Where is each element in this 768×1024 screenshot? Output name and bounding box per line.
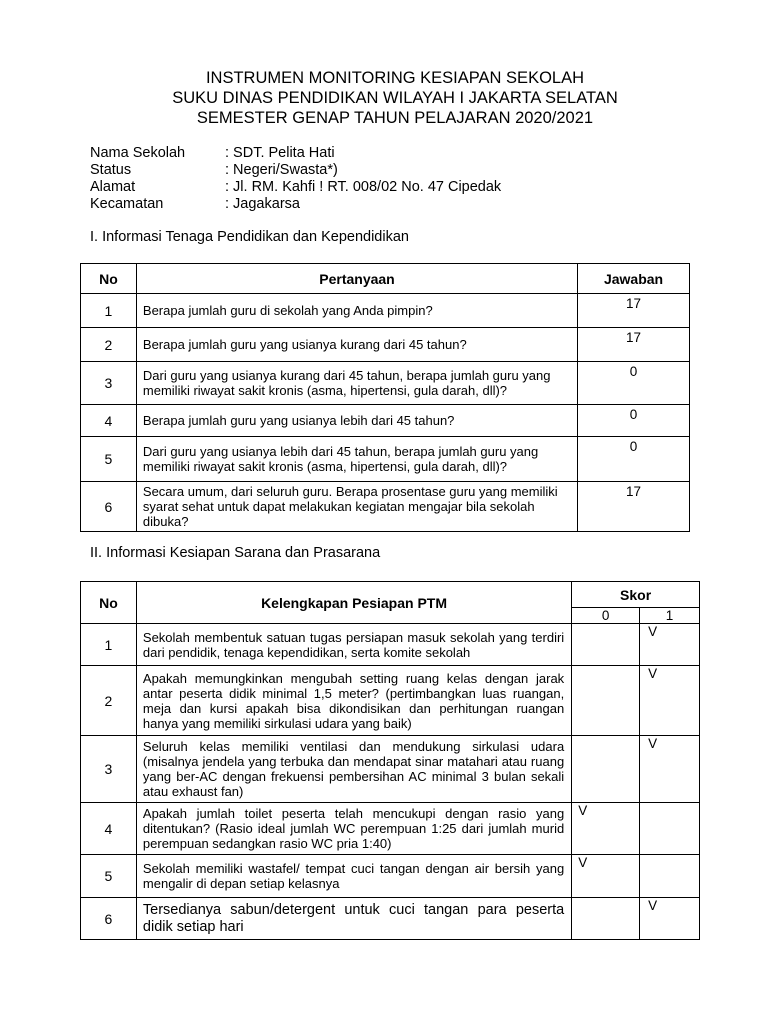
question-text: Dari guru yang usianya kurang dari 45 tahun, berapa jumlah guru yang memiliki riwayat sakit kronis (asma, hipertensi, gula darah, dll)? bbox=[136, 362, 577, 405]
table-row bbox=[81, 405, 690, 437]
row-number: 6 bbox=[81, 898, 137, 940]
table-row bbox=[81, 437, 690, 482]
column-header-score: Skor bbox=[572, 582, 700, 608]
teacher-info-table bbox=[80, 263, 690, 532]
item-text: Seluruh kelas memiliki ventilasi dan mendukung sirkulasi udara (misalnya jendela yang terbuka dan mendapat sinar matahari atau ruang yang ber-AC dengan frekuensi pembersihan AC minimal 3 bulan sekali atau exhaust fan) bbox=[136, 736, 571, 803]
row-number: 3 bbox=[81, 736, 137, 803]
table-row bbox=[81, 294, 690, 328]
address-value: : Jl. RM. Kahfi ! RT. 008/02 No. 47 Cipedak bbox=[225, 179, 502, 195]
question-text: Berapa jumlah guru yang usianya lebih dari 45 tahun? bbox=[136, 405, 577, 437]
score-0-mark bbox=[572, 898, 640, 940]
score-0-header: 0 bbox=[572, 608, 640, 624]
item-text: Apakah jumlah toilet peserta telah mencukupi dengan rasio yang ditentukan? (Rasio ideal jumlah WC perempuan 1:25 dari jumlah murid perempuan sedangkan rasio WC pria 1:40) bbox=[136, 803, 571, 855]
question-text: Secara umum, dari seluruh guru. Berapa prosentase guru yang memiliki syarat sehat untuk dapat melakukan kegiatan mengajar bila sekolah dibuka? bbox=[136, 482, 577, 532]
row-number: 6 bbox=[81, 482, 137, 532]
section-2-title: II. Informasi Kesiapan Sarana dan Prasarana bbox=[90, 545, 381, 561]
column-header-no: No bbox=[81, 264, 137, 294]
table-row bbox=[81, 803, 700, 855]
item-text: Sekolah memiliki wastafel/ tempat cuci tangan dengan air bersih yang mengalir di depan setiap kelasnya bbox=[136, 855, 571, 898]
facility-readiness-table bbox=[80, 581, 700, 940]
score-0-mark: V bbox=[572, 803, 640, 855]
column-header-item: Kelengkapan Pesiapan PTM bbox=[136, 582, 571, 624]
table-row bbox=[81, 362, 690, 405]
table-row bbox=[81, 666, 700, 736]
score-0-mark bbox=[572, 666, 640, 736]
table-row bbox=[81, 898, 700, 940]
table-row bbox=[81, 482, 690, 532]
title-line-1: INSTRUMEN MONITORING KESIAPAN SEKOLAH bbox=[205, 69, 585, 87]
row-number: 1 bbox=[81, 624, 137, 666]
school-name-value: : SDT. Pelita Hati bbox=[225, 145, 335, 161]
score-1-mark bbox=[640, 855, 700, 898]
answer-value: 17 bbox=[578, 328, 690, 362]
column-header-no: No bbox=[81, 582, 137, 624]
item-text: Tersedianya sabun/detergent untuk cuci tangan para peserta didik setiap hari bbox=[136, 898, 571, 940]
score-0-mark: V bbox=[572, 855, 640, 898]
question-text: Berapa jumlah guru di sekolah yang Anda pimpin? bbox=[136, 294, 577, 328]
answer-value: 0 bbox=[578, 362, 690, 405]
district-label: Kecamatan bbox=[90, 196, 164, 212]
row-number: 5 bbox=[81, 855, 137, 898]
row-number: 2 bbox=[81, 328, 137, 362]
table-row bbox=[81, 328, 690, 362]
answer-value: 17 bbox=[578, 294, 690, 328]
title-line-2: SUKU DINAS PENDIDIKAN WILAYAH I JAKARTA SELATAN bbox=[172, 89, 618, 107]
status-label: Status bbox=[90, 162, 132, 178]
score-1-mark: V bbox=[640, 736, 700, 803]
school-name-label: Nama Sekolah bbox=[90, 145, 186, 161]
status-value: : Negeri/Swasta*) bbox=[225, 162, 338, 178]
district-value: : Jagakarsa bbox=[225, 196, 300, 212]
column-header-answer: Jawaban bbox=[578, 264, 690, 294]
title-line-3: SEMESTER GENAP TAHUN PELAJARAN 2020/2021 bbox=[196, 109, 594, 127]
row-number: 3 bbox=[81, 362, 137, 405]
row-number: 2 bbox=[81, 666, 137, 736]
address-label: Alamat bbox=[90, 179, 136, 195]
item-text: Sekolah membentuk satuan tugas persiapan masuk sekolah yang terdiri dari pendidik, tenaga kependidikan, serta komite sekolah bbox=[136, 624, 571, 666]
table-row bbox=[81, 624, 700, 666]
table-row bbox=[81, 736, 700, 803]
row-number: 1 bbox=[81, 294, 137, 328]
score-0-mark bbox=[572, 736, 640, 803]
answer-value: 0 bbox=[578, 405, 690, 437]
row-number: 4 bbox=[81, 405, 137, 437]
score-1-mark: V bbox=[640, 624, 700, 666]
row-number: 5 bbox=[81, 437, 137, 482]
question-text: Berapa jumlah guru yang usianya kurang dari 45 tahun? bbox=[136, 328, 577, 362]
row-number: 4 bbox=[81, 803, 137, 855]
section-1-title: I. Informasi Tenaga Pendidikan dan Kependidikan bbox=[90, 229, 409, 245]
answer-value: 17 bbox=[578, 482, 690, 532]
column-header-question: Pertanyaan bbox=[136, 264, 577, 294]
answer-value: 0 bbox=[578, 437, 690, 482]
score-1-mark bbox=[640, 803, 700, 855]
score-0-mark bbox=[572, 624, 640, 666]
item-text: Apakah memungkinkan mengubah setting ruang kelas dengan jarak antar peserta didik minimal 1,5 meter? (pertimbangkan luas ruangan, meja dan kursi apakah bisa dikondisikan dan perhitungan ruangan hanya yang memiliki sirkulasi udara yang baik) bbox=[136, 666, 571, 736]
table-row bbox=[81, 855, 700, 898]
score-1-header: 1 bbox=[640, 608, 700, 624]
score-1-mark: V bbox=[640, 898, 700, 940]
question-text: Dari guru yang usianya lebih dari 45 tahun, berapa jumlah guru yang memiliki riwayat sakit kronis (asma, hipertensi, gula darah, dll)? bbox=[136, 437, 577, 482]
score-1-mark: V bbox=[640, 666, 700, 736]
